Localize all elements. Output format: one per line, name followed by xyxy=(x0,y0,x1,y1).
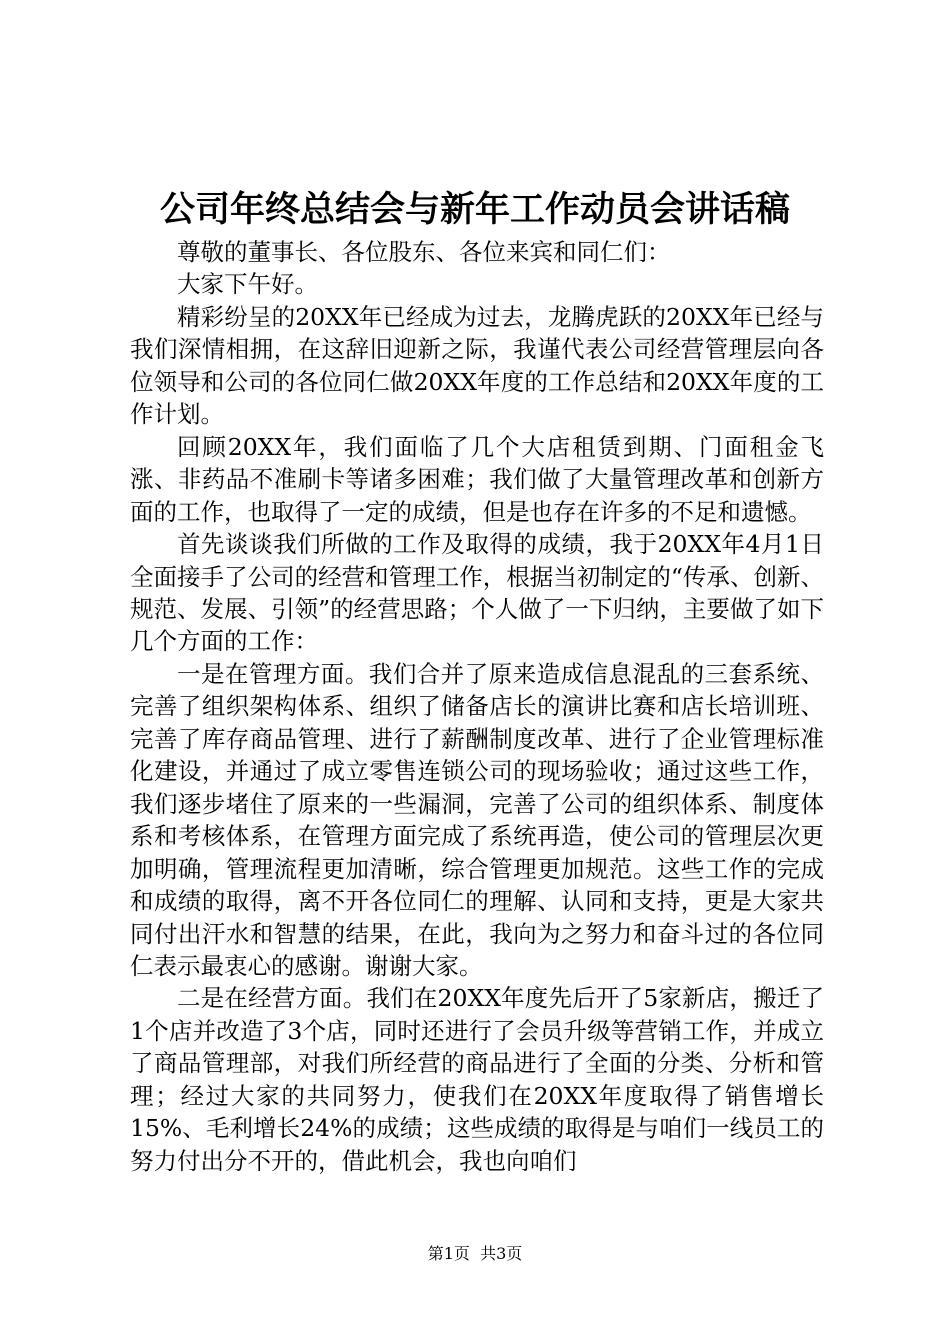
operations-paragraph: 二是在经营方面。我们在20XX年度先后开了5家新店，搬迁了1个店并改造了3个店，同时还进行了会员升级等营销工作，并成立了商品管理部，对我们所经营的商品进行了全面的分类、分析和管理；经过大家的共同努力，使我们在20XX年度取得了销售增长15%、毛利增长24%的成绩；这些成绩的取得是与咱们一线员工的努力付出分不开的，借此机会，我也向咱们 xyxy=(130,984,824,1175)
document-title: 公司年终总结会与新年工作动员会讲话稿 xyxy=(159,190,790,230)
greeting-paragraph: 大家下午好。 xyxy=(177,270,318,299)
achievements-paragraph: 首先谈谈我们所做的工作及取得的成绩，我于20XX年4月1日全面接手了公司的经营和管理工作，根据当初制定的“传承、创新、规范、发展、引领”的经营思路；个人做了一下归纳，主要做了如下几个方面的工作： xyxy=(130,530,824,656)
intro-paragraph: 精彩纷呈的20XX年已经成为过去，龙腾虎跃的20XX年已经与我们深情相拥，在这辞旧迎新之际，我谨代表公司经营管理层向各位领导和公司的各位同仁做20XX年度的工作总结和20XX年度的工作计划。 xyxy=(130,302,824,429)
document-body xyxy=(130,236,824,1177)
review-paragraph: 回顾20XX年，我们面临了几个大店租赁到期、门面租金飞涨、非药品不准刷卡等诸多困难；我们做了大量管理改革和创新方面的工作，也取得了一定的成绩，但是也存在许多的不足和遗憾。 xyxy=(130,432,824,526)
salutation-paragraph: 尊敬的董事长、各位股东、各位来宾和同仁们： xyxy=(177,238,671,266)
management-paragraph: 一是在管理方面。我们合并了原来造成信息混乱的三套系统、完善了组织架构体系、组织了储备店长的演讲比赛和店长培训班、完善了库存商品管理、进行了薪酬制度改革、进行了企业管理标准化建设，并通过了成立零售连锁公司的现场验收；通过这些工作，我们逐步堵住了原来的一些漏洞，完善了公司的组织体系、制度体系和考核体系，在管理方面完成了系统再造，使公司的管理层次更加明确，管理流程更加清晰，综合管理更加规范。这些工作的完成和成绩的取得，离不开各位同仁的理解、认同和支持，更是大家共同付出汗水和智慧的结果，在此，我向为之努力和奋斗过的各位同仁表示最衷心的感谢。谢谢大家。 xyxy=(130,659,824,980)
page-number: 第1页 共3页 xyxy=(427,1244,523,1263)
page-footer xyxy=(0,1242,950,1266)
